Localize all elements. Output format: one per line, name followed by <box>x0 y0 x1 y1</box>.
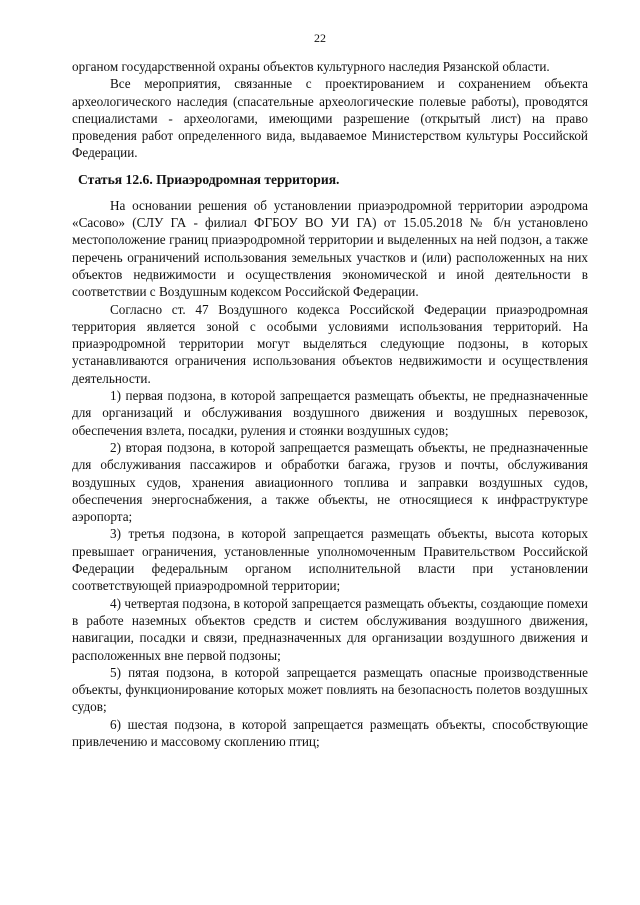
list-item-subzone-6: 6) шестая подзона, в которой запрещается размещать объекты, способствующие привлечению и массовому скоплению птиц; <box>72 716 588 749</box>
list-item-subzone-4: 4) четвертая подзона, в которой запрещается размещать объекты, создающие помехи в работе наземных объектов средств и систем обслуживания воздушного движения, навигации, посадки и связи, предназначенных для организации воздушного движения и расположенных вне первой подзоны; <box>72 595 588 663</box>
document-body <box>72 58 588 750</box>
article-heading: Статья 12.6. Приаэродромная территория. <box>78 171 340 187</box>
paragraph-archaeology: Все мероприятия, связанные с проектированием и сохранением объекта археологического наследия (спасательные археологические полевые работы), проводятся специалистами - археологами, имеющими разрешение (открытый лист) на право проведения работ определенного вида, выдаваемое Министерством культуры Российской Федерации. <box>72 76 588 161</box>
list-item-subzone-3: 3) третья подзона, в которой запрещается размещать объекты, высота которых превышает ограничения, установленные уполномоченным Правительством Российской Федерации федеральным органом исполнительной власти при установлении соответствующей приаэродромной территории; <box>72 526 588 594</box>
list-item-subzone-1: 1) первая подзона, в которой запрещается размещать объекты, не предназначенные для организаций и обслуживания воздушного движения и воздушных перевозок, обеспечения взлета, посадки, руления и стоянки воздушных судов; <box>72 388 588 438</box>
paragraph-decision: На основании решения об установлении приаэродромной территории аэродрома «Сасово» (СЛУ ГА - филиал ФГБОУ ВО УИ ГА) от 15.05.2018 № б/н установлено местоположение границ приаэродромной территории и выделенных на ней подзон, а также перечень ограничений использования земельных участков и (или) расположенных на них объектов недвижимости и осуществления экономической и иной деятельности в соответствии с Воздушным кодексом Российской Федерации. <box>72 197 588 300</box>
paragraph-continuation: органом государственной охраны объектов культурного наследия Рязанской области. <box>72 59 550 74</box>
page-number: 22 <box>314 31 326 45</box>
paragraph-air-code: Согласно ст. 47 Воздушного кодекса Российской Федерации приаэродромная территория является зоной с особыми условиями использования территорий. На приаэродромной территории могут выделяться следующие подзоны, в которых устанавливаются ограничения использования объектов недвижимости и осуществления деятельности. <box>72 301 588 386</box>
list-item-subzone-2: 2) вторая подзона, в которой запрещается размещать объекты, не предназначенные для обслуживания пассажиров и обработки багажа, грузов и почты, обслуживания воздушных судов, хранения авиационного топлива и заправки воздушных судов, обеспечения энергоснабжения, а также объекты, не относящиеся к инфраструктуре аэропорта; <box>72 439 588 525</box>
list-item-subzone-5: 5) пятая подзона, в которой запрещается размещать опасные производственные объекты, функционирование которых может повлиять на безопасность полетов воздушных судов; <box>72 664 588 715</box>
